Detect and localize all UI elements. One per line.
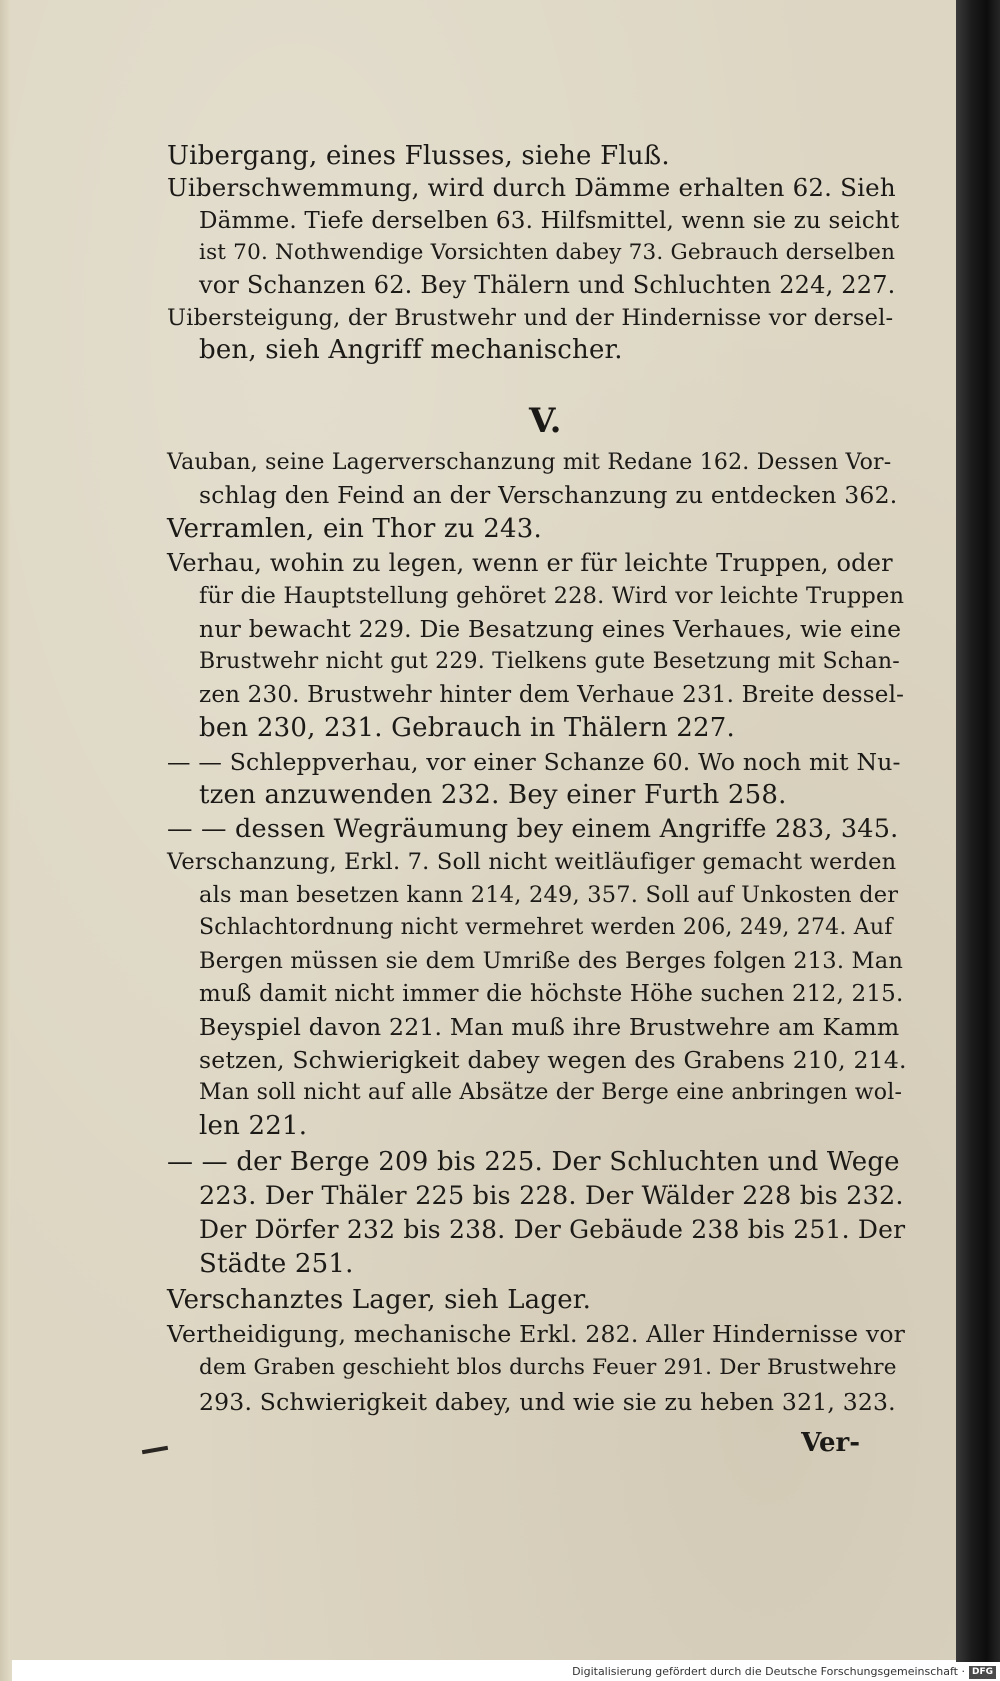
text-line: Der Dörfer 232 bis 238. Der Gebäude 238 bis 251. Der [199, 1215, 906, 1244]
catchword: Ver- [801, 1428, 860, 1458]
text-line: Schlachtordnung nicht vermehret werden 206, 249, 274. Auf [199, 915, 893, 940]
text-line: Brustwehr nicht gut 229. Tielkens gute Besetzung mit Schan- [199, 649, 900, 674]
text-line: als man besetzen kann 214, 249, 357. Soll auf Unkosten der [199, 882, 899, 908]
text-line: Verhau, wohin zu legen, wenn er für leichte Truppen, oder [167, 549, 893, 577]
text-line: Beyspiel davon 221. Man muß ihre Brustwehre am Kamm [199, 1013, 900, 1041]
text-line: schlag den Feind an der Verschanzung zu entdecken 362. [199, 481, 898, 509]
text-line: Dämme. Tiefe derselben 63. Hilfsmittel, wenn sie zu seicht [199, 208, 900, 234]
text-line: nur bewacht 229. Die Besatzung eines Verhaues, wie eine [199, 615, 902, 643]
text-line: muß damit nicht immer die höchste Höhe suchen 212, 215. [199, 981, 904, 1007]
text-line: len 221. [199, 1111, 308, 1141]
text-line: — — Schleppverhau, vor einer Schanze 60. Wo noch mit Nu- [167, 748, 901, 776]
text-line: setzen, Schwierigkeit dabey wegen des Grabens 210, 214. [199, 1046, 907, 1074]
text-line: Bergen müssen sie dem Umriße des Berges folgen 213. Man [199, 948, 904, 974]
text-line: Uiberschwemmung, wird durch Dämme erhalten 62. Sieh [167, 173, 896, 202]
text-line: Verramlen, ein Thor zu 243. [167, 514, 542, 544]
text-line: Uibersteigung, der Brustwehr und der Hindernisse vor dersel- [167, 305, 894, 331]
text-line: Verschanzung, Erkl. 7. Soll nicht weitläufiger gemacht werden [167, 849, 897, 875]
text-line: ben, sieh Angriff mechanischer. [199, 335, 623, 365]
text-line: Man soll nicht auf alle Absätze der Berge eine anbringen wol- [199, 1080, 903, 1105]
text-line: Uibergang, eines Flusses, siehe Fluß. [167, 141, 670, 171]
text-line: ben 230, 231. Gebrauch in Thälern 227. [199, 713, 735, 743]
text-line: zen 230. Brustwehr hinter dem Verhaue 231. Breite dessel- [199, 682, 905, 708]
text-line: — — dessen Wegräumung bey einem Angriffe 283, 345. [167, 814, 899, 844]
text-line: Vauban, seine Lagerverschanzung mit Redane 162. Dessen Vor- [167, 450, 892, 475]
text-line: 293. Schwierigkeit dabey, und wie sie zu heben 321, 323. [199, 1388, 896, 1416]
footer-text: Digitalisierung gefördert durch die Deutsche Forschungsgemeinschaft · [572, 1665, 965, 1678]
text-line: für die Hauptstellung gehöret 228. Wird vor leichte Truppen [199, 583, 905, 609]
text-line: ist 70. Nothwendige Vorsichten dabey 73. Gebrauch derselben [199, 240, 896, 265]
text-line: tzen anzuwenden 232. Bey einer Furth 258. [199, 780, 787, 810]
book-spine-shadow [956, 0, 1000, 1681]
section-heading: V. [529, 401, 562, 441]
text-line: Städte 251. [199, 1249, 354, 1279]
digitization-footer [560, 1662, 1000, 1681]
text-line: vor Schanzen 62. Bey Thälern und Schluchten 224, 227. [199, 271, 896, 299]
text-line: Vertheidigung, mechanische Erkl. 282. Aller Hindernisse vor [167, 1320, 906, 1348]
dfg-logo: DFG [969, 1666, 996, 1679]
text-line: — — der Berge 209 bis 225. Der Schluchten und Wege [167, 1147, 900, 1177]
text-line: 223. Der Thäler 225 bis 228. Der Wälder 228 bis 232. [199, 1181, 904, 1211]
book-page [10, 0, 958, 1660]
text-line: dem Graben geschieht blos durchs Feuer 291. Der Brustwehre [199, 1355, 897, 1380]
ink-mark [142, 1446, 168, 1454]
text-line: Verschanztes Lager, sieh Lager. [167, 1285, 592, 1315]
